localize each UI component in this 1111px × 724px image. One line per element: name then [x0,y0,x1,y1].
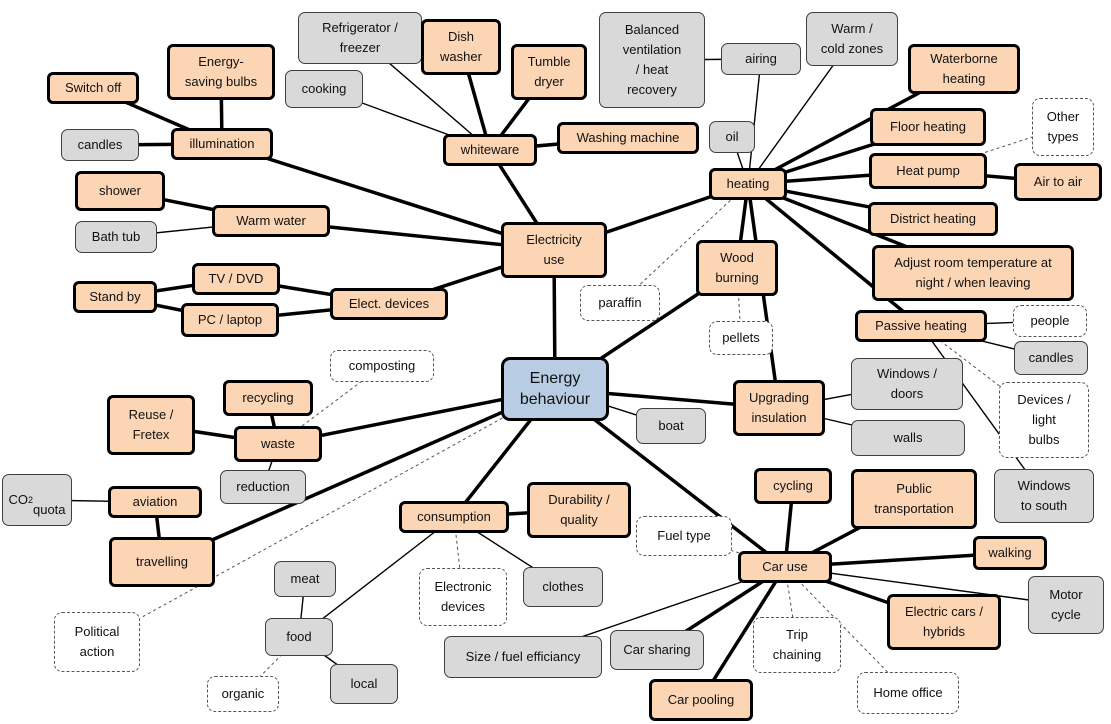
node-passive: Passive heating [855,310,987,342]
node-bathtub: Bath tub [75,221,157,253]
node-tripchaining: Trip chaining [753,617,841,673]
node-tumble: Tumble dryer [511,44,587,100]
node-candles1: candles [61,129,139,161]
node-pclaptop: PC / laptop [181,303,279,337]
node-switchoff: Switch off [47,72,139,104]
node-electronic: Electronic devices [419,568,507,626]
node-co2: CO 2 quota [2,474,72,526]
node-pellets: pellets [709,321,773,355]
node-cycling: cycling [754,468,832,504]
node-othertypes: Other types [1032,98,1094,156]
node-food: food [265,618,333,656]
node-carpooling: Car pooling [649,679,753,721]
node-floor: Floor heating [870,108,986,146]
node-illumination: illumination [171,128,273,160]
node-consumption: consumption [399,501,509,533]
node-airtoair: Air to air [1014,163,1102,201]
node-reduction: reduction [220,470,306,504]
node-washing: Washing machine [557,122,699,154]
node-caruse: Car use [738,551,832,583]
node-warmwater: Warm water [212,205,330,237]
node-energy-bulbs: Energy- saving bulbs [167,44,275,100]
node-paraffin: paraffin [580,285,660,321]
node-refrigerator: Refrigerator / freezer [298,12,422,64]
node-durability: Durability / quality [527,482,631,538]
node-oil: oil [709,121,755,153]
node-composting: composting [330,350,434,382]
node-heating: heating [709,168,787,200]
node-carsharing: Car sharing [610,630,704,670]
node-windows-south: Windows to south [994,469,1094,523]
edge-heating-upgrading [748,184,779,408]
node-boat: boat [636,408,706,444]
node-motorcycle: Motor cycle [1028,576,1104,634]
node-standby: Stand by [73,281,157,313]
node-meat: meat [274,561,336,597]
node-electric-cars: Electric cars / hybrids [887,594,1001,650]
node-district: District heating [868,202,998,236]
node-upgrading: Upgrading insulation [733,380,825,436]
node-elect-devices: Elect. devices [330,288,448,320]
node-public: Public transportation [851,469,977,529]
node-devices-light: Devices / light bulbs [999,382,1089,458]
node-reuse: Reuse / Fretex [107,395,195,455]
node-clothes: clothes [523,567,603,607]
node-travelling: travelling [109,537,215,587]
node-heatpump: Heat pump [869,153,987,189]
node-whiteware: whiteware [443,134,537,166]
node-walls: walls [851,420,965,456]
node-local: local [330,664,398,704]
node-fueltype: Fuel type [636,516,732,556]
node-balanced: Balanced ventilation / heat recovery [599,12,705,108]
node-wood: Wood burning [696,240,778,296]
node-airing: airing [721,43,801,75]
node-organic: organic [207,676,279,712]
node-shower: shower [75,171,165,211]
node-candles2: candles [1014,341,1088,375]
node-windows-doors: Windows / doors [851,358,963,410]
node-adjust: Adjust room temperature at night / when leaving [872,245,1074,301]
node-electricity: Electricity use [501,222,607,278]
node-tvdvd: TV / DVD [192,263,280,295]
node-sizefuel: Size / fuel efficiancy [444,636,602,678]
node-energy: Energy behaviour [501,357,609,421]
node-recycling: recycling [223,380,313,416]
node-cooking: cooking [285,70,363,108]
node-waterborne: Waterborne heating [908,44,1020,94]
node-aviation: aviation [108,486,202,518]
node-waste: waste [234,426,322,462]
node-homeoffice: Home office [857,672,959,714]
node-people: people [1013,305,1087,337]
node-dishwasher: Dish washer [421,19,501,75]
node-walking: walking [973,536,1047,570]
node-political: Political action [54,612,140,672]
node-warmcold: Warm / cold zones [806,12,898,66]
